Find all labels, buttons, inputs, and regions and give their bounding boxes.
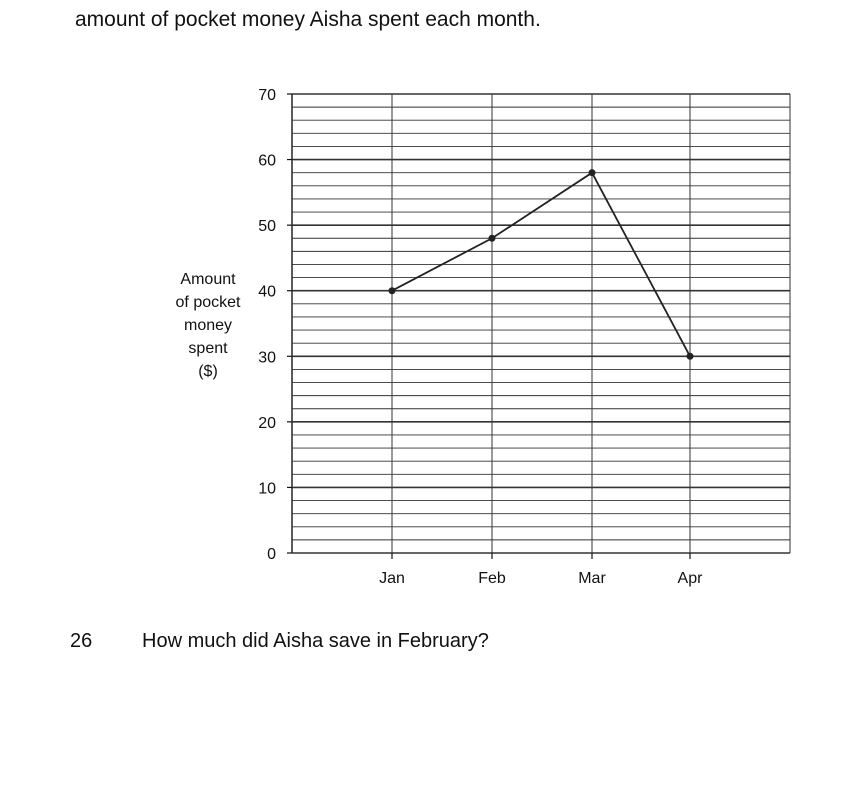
data-point xyxy=(489,235,496,242)
data-point xyxy=(687,353,694,360)
y-axis-label-line: money xyxy=(183,317,233,334)
y-axis-label-line: ($) xyxy=(198,363,218,380)
y-axis-label-line: of pocket xyxy=(175,294,241,311)
data-point xyxy=(589,169,596,176)
x-tick-label: Mar xyxy=(578,570,606,587)
y-tick-label: 0 xyxy=(267,546,276,563)
data-point xyxy=(389,287,396,294)
y-axis-label-line: spent xyxy=(188,340,228,357)
y-tick-label: 50 xyxy=(258,218,276,236)
x-tick-label: Jan xyxy=(379,570,405,587)
question-number: 26 xyxy=(70,630,93,652)
x-tick-label: Apr xyxy=(677,570,703,587)
question-text: How much did Aisha save in February? xyxy=(142,630,489,652)
y-tick-label: 20 xyxy=(258,414,276,432)
y-tick-label: 40 xyxy=(258,283,276,301)
y-tick-label: 10 xyxy=(258,480,276,498)
x-tick-label: Feb xyxy=(478,570,506,587)
y-tick-label: 30 xyxy=(258,349,276,367)
y-tick-label: 70 xyxy=(258,87,276,104)
intro-text: amount of pocket money Aisha spent each month. xyxy=(75,8,541,31)
y-tick-label: 60 xyxy=(258,152,276,170)
y-axis-label-line: Amount xyxy=(180,271,236,288)
